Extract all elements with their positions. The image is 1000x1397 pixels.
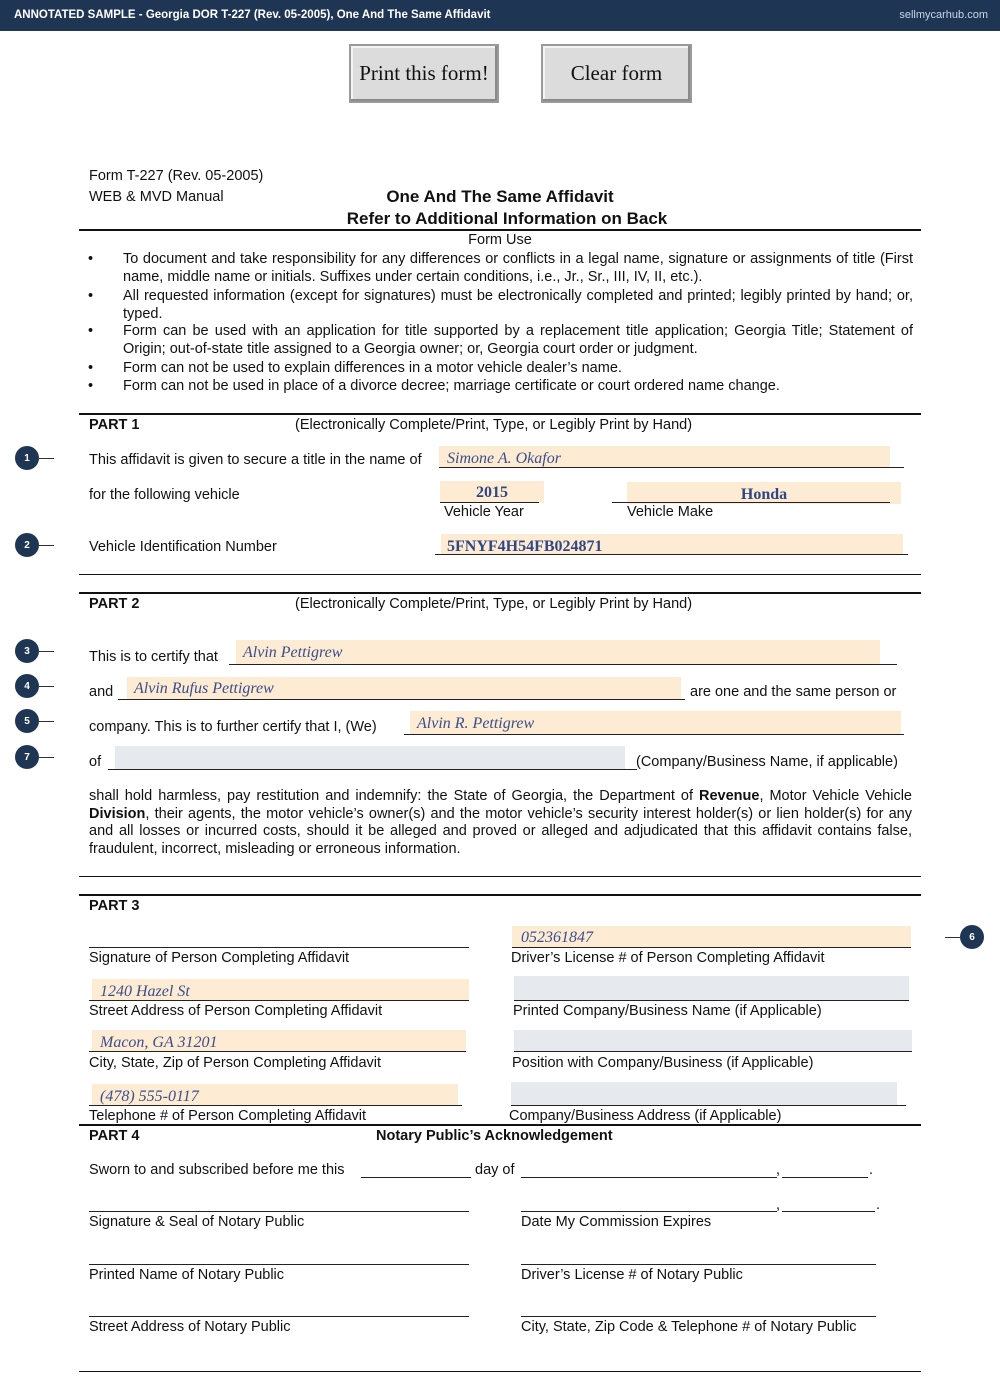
- form-title: One And The Same Affidavit: [386, 187, 614, 206]
- banner-site[interactable]: sellmycarhub.com: [899, 9, 988, 21]
- callout-6: 6: [960, 925, 984, 949]
- header-rule: [79, 229, 921, 231]
- city-value: Macon, GA 31201: [100, 1034, 218, 1051]
- vehicle-year-value: 2015: [476, 484, 508, 501]
- notary-name-label: Printed Name of Notary Public: [89, 1267, 285, 1283]
- same-person-label: are one and the same person or: [690, 684, 897, 700]
- sworn-day-line[interactable]: [361, 1177, 471, 1178]
- vehicle-year-label: Vehicle Year: [444, 504, 524, 520]
- commission-date-line[interactable]: [521, 1211, 777, 1212]
- paragraph-part: , their agents, the motor vehicle’s owner(s) and the motor vehicle’s security interest holder(s) or lien holder(s) for any and all losses or incurred costs, should it be alleged and proved or alleged and adjudicated that this affidavit contains false, fraudulent, incorrect, misleading or erroneous information.: [89, 805, 912, 857]
- paragraph-bold: Division: [89, 805, 146, 822]
- paragraph-part: shall hold harmless, pay restitution and indemnify: the State of Georgia, the Department of: [89, 788, 699, 804]
- paragraph-bold: Revenue: [699, 788, 760, 804]
- notary-street-line[interactable]: [89, 1316, 469, 1317]
- bullet-dot: •: [88, 360, 94, 376]
- company-name-print-field[interactable]: [514, 976, 909, 1001]
- title-name-label: This affidavit is given to secure a title in the name of: [89, 452, 422, 468]
- commission-year-line[interactable]: [782, 1211, 875, 1212]
- field-underline: [514, 1051, 912, 1052]
- company-address-label: Company/Business Address (if Applicable): [509, 1108, 782, 1124]
- field-underline: [439, 467, 904, 468]
- indemnify-paragraph: [89, 788, 912, 858]
- dl-label: Driver’s License # of Person Completing Affidavit: [511, 950, 825, 966]
- period-mark: .: [869, 1162, 874, 1178]
- part1-rule: [79, 413, 921, 415]
- field-underline: [89, 1105, 462, 1106]
- certify-label: This is to certify that: [89, 649, 218, 665]
- phone-value: (478) 555-0117: [100, 1088, 199, 1105]
- bullet-item: Form can not be used to explain differences in a motor vehicle dealer’s name.: [123, 360, 622, 376]
- callout-connector: [945, 937, 960, 938]
- field-underline: [440, 502, 539, 503]
- paragraph-part: , Motor Vehicle Vehicle: [759, 788, 912, 804]
- position-label: Position with Company/Business (if Applicable): [512, 1055, 814, 1071]
- street-value: 1240 Hazel St: [100, 983, 190, 1000]
- notary-city-line[interactable]: [521, 1316, 876, 1317]
- clear-form-button[interactable]: Clear form: [541, 44, 692, 103]
- name3-value: Alvin R. Pettigrew: [417, 715, 535, 732]
- day-of-label: day of: [475, 1162, 515, 1178]
- title-name-value: Simone A. Okafor: [447, 450, 561, 467]
- vehicle-make-label: Vehicle Make: [627, 504, 714, 520]
- callout-7: 7: [15, 745, 39, 769]
- vehicle-label: for the following vehicle: [89, 487, 240, 503]
- comma-mark: ,: [776, 1197, 781, 1213]
- field-underline: [511, 1105, 906, 1106]
- callout-connector: [39, 458, 54, 459]
- signature-line[interactable]: [89, 947, 469, 948]
- print-form-button[interactable]: Print this form!: [349, 44, 499, 103]
- form-use-heading: Form Use: [468, 232, 532, 248]
- callout-connector: [39, 757, 54, 758]
- part2-instruction: (Electronically Complete/Print, Type, or Legibly Print by Hand): [295, 596, 693, 612]
- notary-signature-line[interactable]: [89, 1211, 469, 1212]
- part2-bottom-rule: [79, 876, 921, 877]
- signature-label: Signature of Person Completing Affidavit: [89, 950, 350, 966]
- bullet-dot: •: [88, 251, 94, 267]
- part1-instruction: (Electronically Complete/Print, Type, or Legibly Print by Hand): [295, 417, 693, 433]
- notary-signature-label: Signature & Seal of Notary Public: [89, 1214, 305, 1230]
- part4-heading: PART 4: [89, 1128, 140, 1144]
- part3-rule: [79, 894, 921, 896]
- part2-rule: [79, 592, 921, 594]
- bullet-dot: •: [88, 378, 94, 394]
- street-label: Street Address of Person Completing Affidavit: [89, 1003, 383, 1019]
- sworn-year-line[interactable]: [782, 1177, 868, 1178]
- bullet-item: Form can be used with an application for title supported by a replacement title application; Georgia Title; Statement of Origin; out-of-state title assigned to a Georgia owner; or, Georgia court order or judgment.: [123, 323, 913, 357]
- name1-value: Alvin Pettigrew: [243, 644, 343, 661]
- part3-heading: PART 3: [89, 898, 140, 914]
- of-label: of: [89, 754, 102, 770]
- name2-value: Alvin Rufus Pettigrew: [134, 680, 274, 697]
- notary-title: Notary Public’s Acknowledgement: [376, 1128, 613, 1144]
- manual-label: WEB & MVD Manual: [89, 189, 224, 205]
- notary-dl-line[interactable]: [521, 1264, 876, 1265]
- field-underline: [89, 1000, 469, 1001]
- part1-bottom-rule: [79, 574, 921, 575]
- callout-1: 1: [15, 446, 39, 470]
- part1-heading: PART 1: [89, 417, 140, 433]
- notary-dl-label: Driver’s License # of Notary Public: [521, 1267, 743, 1283]
- callout-connector: [39, 686, 54, 687]
- bullet-dot: •: [88, 288, 94, 304]
- footer-rule: [79, 1371, 921, 1372]
- sworn-month-line[interactable]: [521, 1177, 777, 1178]
- bullet-item: All requested information (except for signatures) must be electronically completed and printed; legibly printed by hand; or, typed.: [123, 288, 913, 322]
- vin-value: 5FNYF4H54FB024871: [447, 538, 603, 555]
- vin-label: Vehicle Identification Number: [89, 539, 277, 555]
- sworn-label: Sworn to and subscribed before me this: [89, 1162, 345, 1178]
- city-label: City, State, Zip of Person Completing Affidavit: [89, 1055, 382, 1071]
- comma-mark: ,: [776, 1162, 781, 1178]
- banner-title: ANNOTATED SAMPLE - Georgia DOR T-227 (Rev. 05-2005), One And The Same Affidavit: [14, 9, 491, 21]
- company-name-field[interactable]: [115, 746, 625, 769]
- notary-name-line[interactable]: [89, 1264, 469, 1265]
- field-underline: [512, 947, 911, 948]
- company-address-field[interactable]: [511, 1082, 897, 1105]
- callout-5: 5: [15, 709, 39, 733]
- field-underline: [514, 1000, 909, 1001]
- callout-4: 4: [15, 674, 39, 698]
- form-number: Form T-227 (Rev. 05-2005): [89, 168, 264, 184]
- company-hint: (Company/Business Name, if applicable): [636, 754, 898, 770]
- bullet-item: Form can not be used in place of a divorce decree; marriage certificate or court ordered name change.: [123, 378, 780, 394]
- notary-street-label: Street Address of Notary Public: [89, 1319, 291, 1335]
- company-label: company. This is to further certify that I, (We): [89, 719, 377, 735]
- part2-heading: PART 2: [89, 596, 140, 612]
- callout-3: 3: [15, 639, 39, 663]
- bullet-item: To document and take responsibility for any differences or conflicts in a legal name, signature or assignments of title (First name, middle name or initials. Suffixes under certain conditions, i.e., Jr., Sr., III, IV, II, etc.).: [123, 251, 913, 285]
- and-label: and: [89, 684, 114, 700]
- vehicle-make-value: Honda: [740, 486, 788, 503]
- field-underline: [108, 769, 637, 770]
- notary-city-label: City, State, Zip Code & Telephone # of Notary Public: [521, 1319, 857, 1335]
- callout-connector: [39, 545, 54, 546]
- phone-label: Telephone # of Person Completing Affidavit: [89, 1108, 367, 1124]
- field-underline: [89, 1051, 466, 1052]
- part4-rule: [79, 1124, 921, 1126]
- field-underline: [118, 699, 685, 700]
- callout-connector: [39, 651, 54, 652]
- field-underline: [229, 664, 897, 665]
- field-underline: [404, 734, 904, 735]
- bullet-dot: •: [88, 323, 94, 339]
- company-name-print-label: Printed Company/Business Name (if Applicable): [513, 1003, 822, 1019]
- form-subtitle: Refer to Additional Information on Back: [346, 209, 668, 228]
- commission-label: Date My Commission Expires: [521, 1214, 712, 1230]
- callout-2: 2: [15, 533, 39, 557]
- callout-connector: [39, 721, 54, 722]
- period-mark: .: [876, 1197, 881, 1213]
- position-field[interactable]: [514, 1030, 912, 1052]
- dl-value: 052361847: [521, 929, 593, 946]
- top-banner: [0, 0, 1000, 31]
